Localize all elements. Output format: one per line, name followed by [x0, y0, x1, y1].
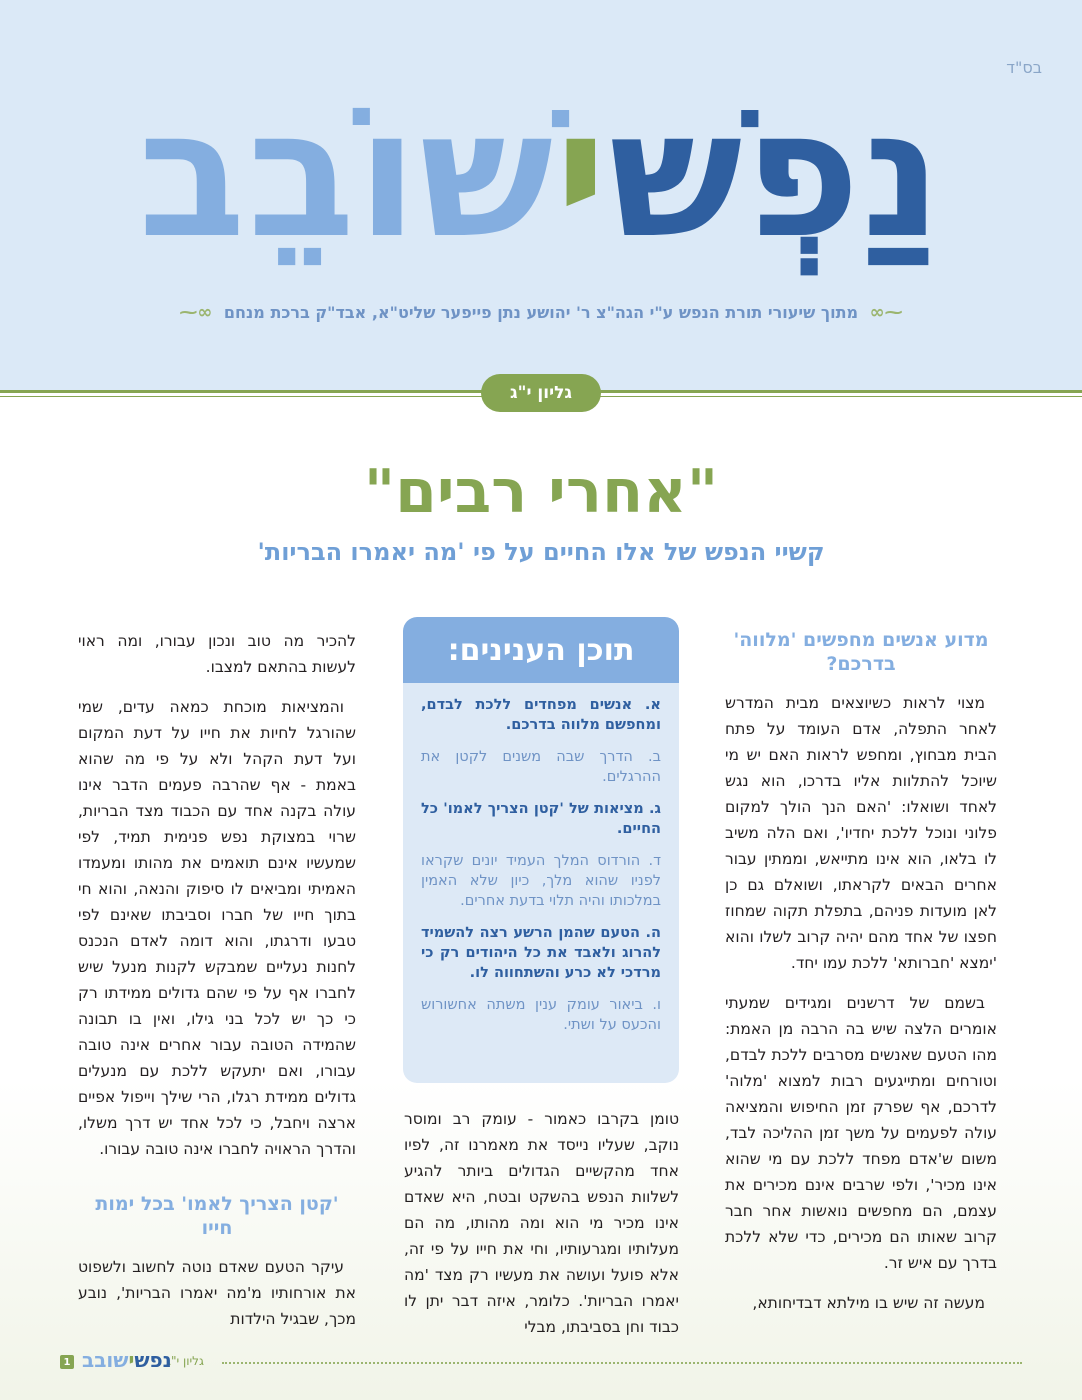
paragraph: מצוי לראות כשיוצאים מבית המדרש לאחר התפלה, אדם העומד על פתח הבית מבחוץ, ומחפש לראות האם יש מי שיוכל להתלוות אליו בדרכו, הוא נגש לאחד ושואלו: 'האם הנך הולך למקום פלוני ונוכל ללכת יחדיו', ואם הלה משיב לו בלאו, הוא אינו מתייאש, וממתין עבור אחרים הבאים לקראתו, ושואלם גם כן לאן מועדות פניהם, בתפלת תקוה שמחוז חפצו של אחד מהם יהיה קרוב לשלו והוא 'ימצא 'חברותא' ללכת עמו יחד.	[725, 694, 997, 972]
masthead-subtitle: מתוך שיעורי תורת הנפש ע"י הגה"צ ר' יהושע נתן פייפער שליט"א, אבד"ק ברכת מנחם	[223, 303, 859, 322]
issue-badge: גליון י"ג	[481, 374, 601, 412]
paragraph: בשמם של דרשנים ומגידים שמעתי אומרים הלצה שיש בה הרבה מן האמת: מהו הטעם שאנשים מסרבים ללכת לבדם, וטורחים ומתייגעים רבות למצוא 'מלוה' לדרכם, אף שפרק זמן החיפוש והמציאה עולה לפעמים על משך זמן ההליכה לבד, משום ש'אדם מפחד ללכת עם מי שהוא אינו מכיר', ולפי שרבים אינם מכירים את עצמם, הם מחפשים נואשות אחר חבר קרוב שאותו הם מכירים, כדי שלא ללכת בדרך עם איש זר.	[725, 994, 997, 1272]
toc-item: א. אנשים מפחדים ללכת לבדם, ומחפשם מלווה בדרכם.	[421, 697, 661, 733]
paragraph: והמציאות מוכחת כמאה עדים, שמי שהורגל לחיות את חייו על דעת המקום ועל דעת הקהל ולא על פי מה שהוא באמת - אף שהרבה פעמים הדבר אינו עולה בקנה אחד עם הכבוד מצד הבריות, שרוי במצוקת נפש פנימית תמיד, לפי שמעשיו אינם תואמים את מהותו ומעמדו האמיתי ומביאים לו סיפוק והנאה, והוא חי בתוך חייו של חברו וסביבתו שאינם לפי טבעו ודרגתו, והוא דומה לאדם הנכנס לחנות נעליים שמבקש לקנות מנעל שיש לחברו אף על פי שהם גדולים ממידתו רק כי כך יש לכל בני גילו, ואין בו תבונה שהמידה הטובה עבור אחרים אינה טובה עבורו, ואם יתעקש ללכת עם מנעלים גדולים ממידת רגלו, הרי שילך וייפול אפיים ארצה ויחבל, כי לכל אחד יש דרך משלו, והדרך הראויה לחברו אינה טובה עבורו.	[78, 698, 356, 1158]
paragraph: עיקר הטעם שאדם נוטה לחשוב ולשפוט את אורחותיו מ'מה יאמרו הבריות', נובע מכך, שבגיל הילדות	[78, 1258, 356, 1328]
toc-item: ב. הדרך שבה משנים לקטן את ההרגלים.	[421, 749, 661, 785]
masthead-part-dark: נַפְשׁ	[608, 72, 944, 277]
footer-issue-label: גליון י"ג	[166, 1354, 204, 1368]
masthead-subtitle-row	[0, 302, 1082, 323]
flourish-icon: ∞⁓	[179, 302, 213, 323]
section-heading: 'קטן הצריך לאמו' בכל ימות חייו	[95, 1193, 339, 1239]
footer-logo-light: שובב	[82, 1348, 129, 1372]
flourish-icon: ⁓∞	[869, 302, 903, 323]
column-right	[725, 628, 997, 1340]
masthead-part-green: י	[554, 72, 609, 277]
column-middle	[404, 1106, 679, 1346]
article-subtitle: קשיי הנפש של אלו החיים על פי 'מה יאמרו הבריות'	[257, 538, 825, 566]
footer-logo-dark: נפש	[134, 1348, 172, 1372]
masthead-part-light: שׁוֹבֵב	[138, 72, 555, 277]
footer-logo	[82, 1350, 172, 1370]
paragraph: להכיר מה טוב ונכון עבורו, ומה ראוי לעשות בהתאם למצבו.	[78, 632, 356, 676]
toc-item: ו. ביאור עומק ענין משתה אחשורוש והכעס על ושתי.	[421, 997, 661, 1033]
page-number: 1	[60, 1355, 74, 1369]
article-title: "אחרי רבים"	[363, 457, 719, 527]
toc-item: ד. הורדוס המלך העמיד יונים שקראו לפניו שהוא מלך, כיון שלא האמין במלכותו והיה תלוי בדעת אחרים.	[421, 853, 661, 909]
toc-list	[403, 683, 679, 1035]
toc-heading: תוכן הענינים:	[403, 617, 679, 683]
footer-logo-green: י	[128, 1348, 135, 1372]
table-of-contents	[403, 617, 679, 1083]
toc-item: ה. הטעם שהמן הרשע רצה להשמיד להרוג ולאבד את כל היהודים רק כי מרדכי לא כרע והשתחווה לו.	[421, 925, 661, 981]
toc-item: ג. מציאות של 'קטן הצריך לאמו' כל החיים.	[421, 801, 661, 837]
bsd-mark: בס"ד	[1006, 58, 1042, 77]
masthead-logo	[0, 72, 1082, 277]
paragraph: טומן בקרבו כאמור - עומק רב ומוסר נוקב, שעליו נייסד את מאמרנו זה, לפיו אחד מהקשיים הגדולים ביותר להגיע לשלוות הנפש בהשקט ובטח, היא שאדם אינו מכיר מי הוא ומה מהותו, מה הם מעלותיו ומגרעותיו, וחי את חייו על פי זה, אלא פועל ועושה את מעשיו רק מצד 'מה יאמרו הבריות'. כלומר, איזה דבר יתן לו כבוד וחן בסביבתו, מבלי	[404, 1110, 679, 1336]
paragraph: מעשה זה שיש בו מילתא דבדיחותא,	[752, 1294, 985, 1312]
column-left	[78, 628, 356, 1340]
footer-divider	[222, 1362, 1022, 1364]
section-heading: מדוע אנשים מחפשים 'מלווה' בדרכם?	[733, 629, 989, 675]
